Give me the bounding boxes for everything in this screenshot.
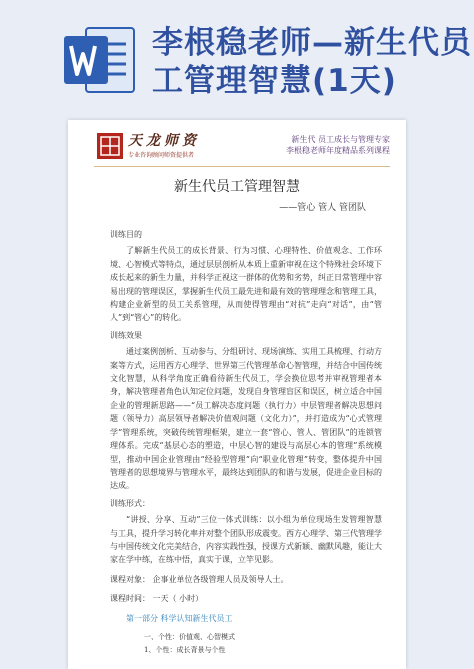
document-page	[68, 120, 406, 669]
header-divider	[94, 166, 390, 167]
logo-name: 天龙师资	[128, 133, 200, 149]
header-right	[286, 134, 390, 156]
paragraph-format: “讲授、分享、互动”三位一体式训练：以小组为单位现场生发管理智慧与工具，提升学习转化率并对整个团队形成震变。西方心理学、第三代管理学与中国传统文化完美结合，内容实践性强，授课方式新颖、幽默风趣，能让大家在学中练，在练中悟，真实于课，立竿见影。	[110, 515, 382, 565]
logo-tagline: 专业咨询顾问师资提供者	[128, 152, 195, 159]
paragraph-effect: 通过案例剖析、互动参与、分组研讨、现场演练、实用工具梳理、行动方案等方式，运用西方心理学、世界第三代管理革命心智管理，并结合中国传统文化智慧，从科学角度正确看待新生代员工，学会换位思考并审视管理者本身，解决管理者角色认知定位问题，发现自身管理盲区和误区，树立适合中国企业的管理新思路——“员工解决态度问题（执行力）中层管理者解决思想问题（领导力）高层领导者解决价值观问题（文化力）”，并打造成为“心式管理学”管理系统，突破传统管理框架，建立一套“管心、管人、管团队”的连锁管理体系。完成“基层心态的塑造，中层心智的建设与高层心本的管理”系统模型，推动中国企业管理由“经验型管理”向“职业化管理”转变，整体提升中国管理者的思想境界与管理水平，最终达到团队的和谐与发展，促进企业目标的达成。	[110, 347, 382, 491]
page-subtitle: ——管心 管人 管团队	[279, 203, 366, 213]
document-body	[110, 224, 382, 658]
company-logo	[96, 130, 236, 164]
part-one-heading: 第一部分 科学认知新生代员工	[126, 613, 233, 623]
section-heading-effect: 训练效果	[110, 330, 142, 340]
header-line-2: 李根稳老师年度精品系列课程	[286, 146, 390, 155]
course-audience: 课程对象： 企事业单位各级管理人员及领导人士。	[110, 574, 289, 584]
paragraph-purpose: 了解新生代员工的成长背景、行为习惯、心理特性、价值观念、工作环境、心智模式等特点，通过层层剖析从本质上重新审视在这个特殊社会环境下成长起来的新生力量，并科学正视这一群体的优势和劣势，纠正日常管理中容易出现的管理误区，掌握新生代员工最先进和最有效的管理理念和管理工具，构建企业新型的员工关系管理，从而使得管理由“对抗”走向“对话”，由“管人”到“管心”的转化。	[110, 246, 382, 323]
banner	[0, 0, 474, 118]
page-title: 新生代员工管理智慧	[174, 179, 300, 195]
part-one-item-1: 一、个性：价值观、心智模式	[144, 632, 235, 641]
section-heading-format: 训练形式：	[110, 498, 150, 508]
document-title: 李根稳老师—新生代员工管理智慧(1天)	[152, 25, 472, 99]
seal-icon	[96, 132, 124, 160]
course-duration: 课程时间： 一天（ 小时）	[110, 594, 204, 604]
part-one-item-2: 1、个性：成长背景与个性	[144, 646, 226, 655]
header-line-1: 新生代 员工成长与管理专家	[291, 135, 390, 144]
section-heading-purpose: 训练目的	[110, 230, 142, 239]
word-app-icon	[62, 22, 138, 98]
